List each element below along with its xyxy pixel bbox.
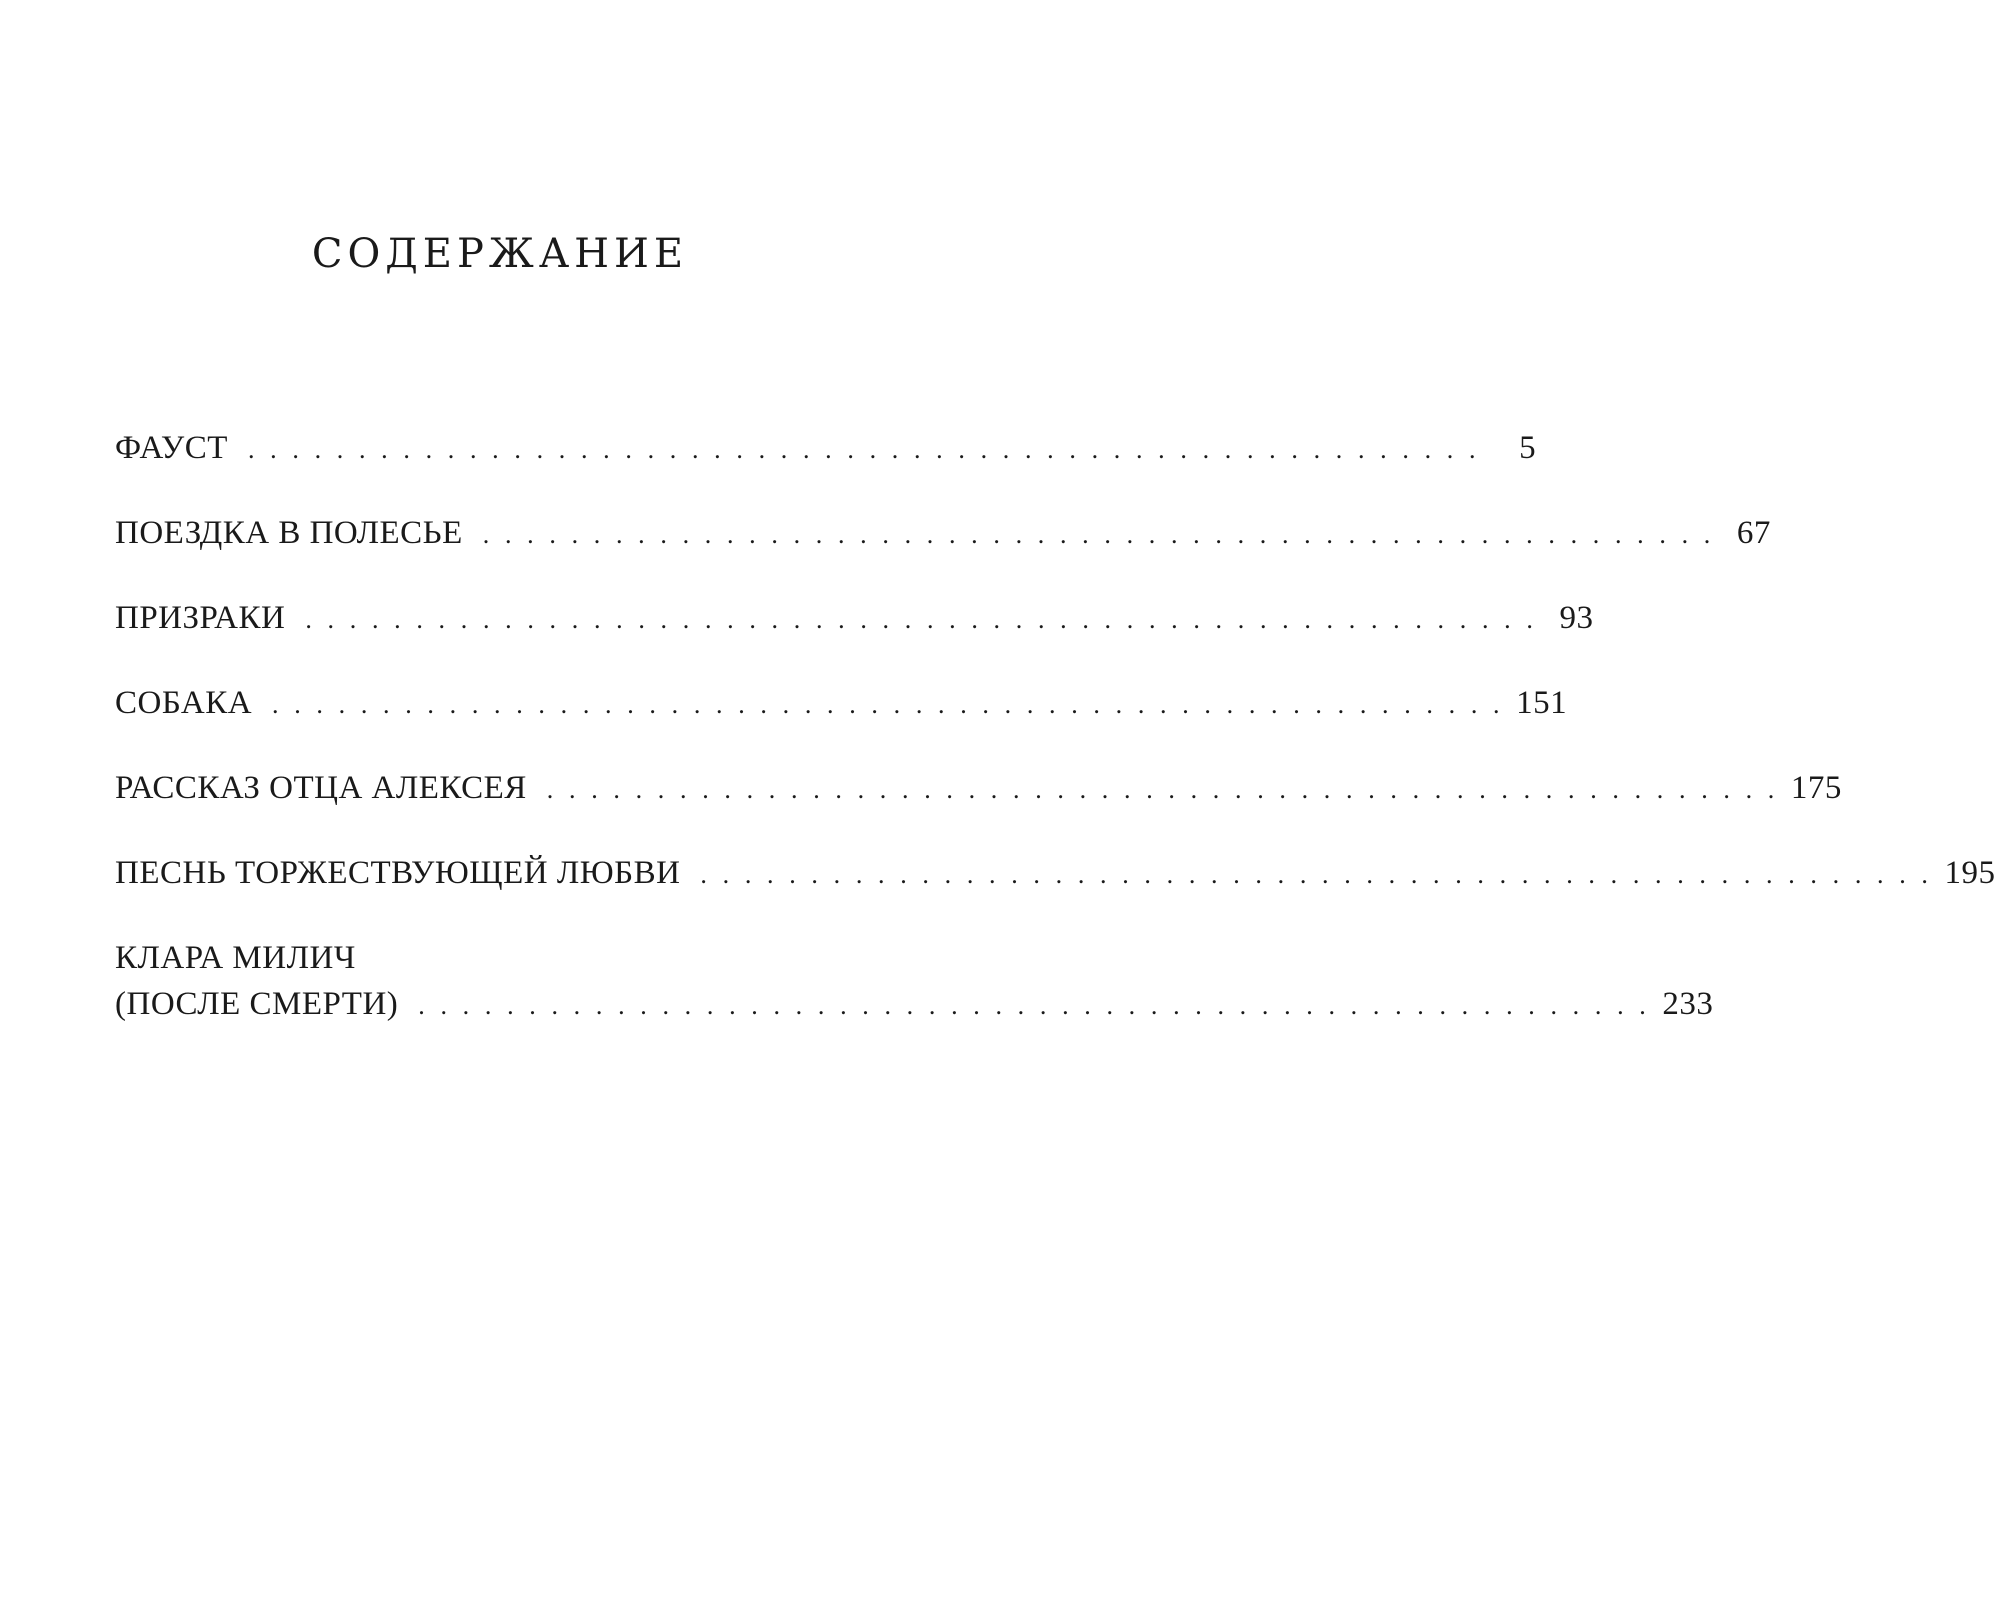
toc-entry-page: 233 [1662,986,1714,1022]
dot-leader: . . . . . . . . . . . . . . . . . . . . . . . . . . . . . . . . . . . . . . . . . . . . . . . . . . . . . . . . [482,520,1715,549]
toc-line [115,595,1594,643]
toc-entry[interactable] [115,680,1568,728]
dot-leader: . . . . . . . . . . . . . . . . . . . . . . . . . . . . . . . . . . . . . . . . . . . . . . . . . . . . . . . . [546,775,1779,804]
toc-entry[interactable] [115,935,1714,1029]
toc-entry[interactable] [115,595,1594,643]
toc-line [115,765,1842,813]
toc-entry-title: РАССКАЗ ОТЦА АЛЕКСЕЯ [115,770,527,806]
toc-line [115,425,1537,473]
toc-entry-page: 93 [1559,600,1594,636]
toc-entry-title: (ПОСЛЕ СМЕРТИ) [115,986,399,1022]
toc-entry-page: 151 [1516,685,1568,721]
toc-entry-title: ФАУСТ [115,430,228,466]
toc-entry-title: ПОЕЗДКА В ПОЛЕСЬЕ [115,515,463,551]
toc-entry-page: 175 [1790,770,1842,806]
toc-line [115,680,1568,728]
dot-leader: . . . . . . . . . . . . . . . . . . . . . . . . . . . . . . . . . . . . . . . . . . . . . . . . . . . . . . . . [305,605,1538,634]
toc-line [115,935,873,981]
dot-leader: . . . . . . . . . . . . . . . . . . . . . . . . . . . . . . . . . . . . . . . . . . . . . . . . . . . . . . . . [418,991,1651,1020]
toc-entry[interactable] [115,850,1996,898]
toc-line [115,510,1771,558]
toc-entry[interactable] [115,765,1842,813]
dot-leader: . . . . . . . . . . . . . . . . . . . . . . . . . . . . . . . . . . . . . . . . . . . . . . . . . . . . . . . . [247,435,1481,464]
dot-leader: . . . . . . . . . . . . . . . . . . . . . . . . . . . . . . . . . . . . . . . . . . . . . . . . . . . . . . . . [272,690,1505,719]
toc-line [115,981,1714,1029]
dot-leader: . . . . . . . . . . . . . . . . . . . . . . . . . . . . . . . . . . . . . . . . . . . . . . . . . . . . . . . . [700,860,1933,889]
toc-entry-title: СОБАКА [115,685,253,721]
toc-entry-title: ПРИЗРАКИ [115,600,286,636]
toc-entry[interactable] [115,510,1771,558]
toc-entry-title-line1: КЛАРА МИЛИЧ [115,940,356,976]
page-title: СОДЕРЖАНИЕ [311,231,689,277]
toc-entry[interactable] [115,425,1537,473]
toc-entry-page: 5 [1519,430,1537,466]
toc-entry-title: ПЕСНЬ ТОРЖЕСТВУЮЩЕЙ ЛЮБВИ [115,855,681,891]
toc-entry-page: 67 [1736,515,1771,551]
toc-entry-page: 195 [1944,855,1996,891]
table-of-contents [115,0,1996,1600]
toc-line [115,850,1996,898]
